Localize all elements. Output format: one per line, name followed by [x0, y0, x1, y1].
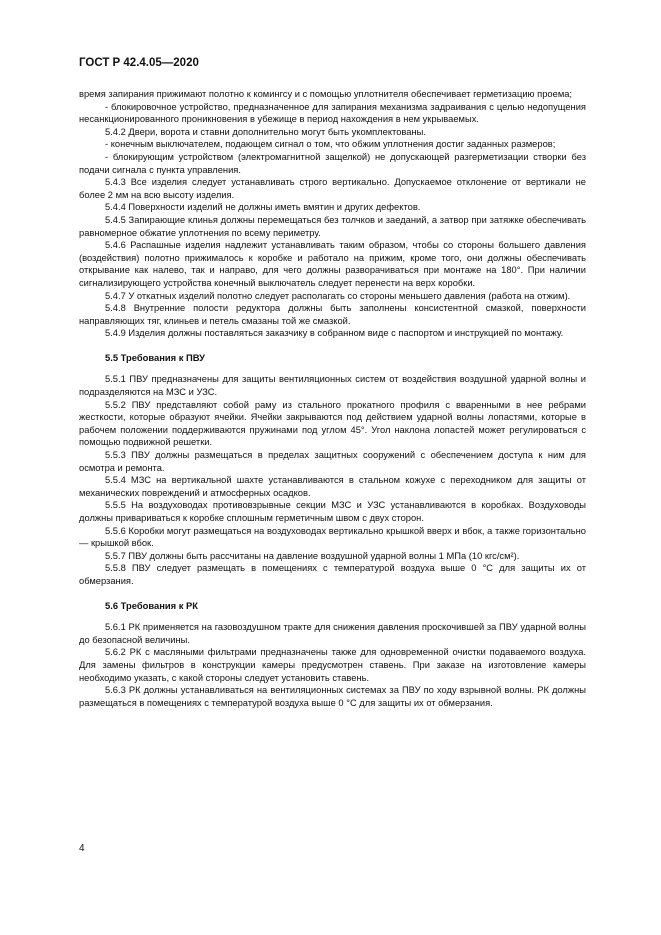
section-heading: 5.6 Требования к РК: [105, 599, 198, 611]
paragraph: 5.6.2 РК с масляными фильтрами предназначены также для одновременной очистки подаваемого воздуха. Для замены фильтров в конструкции камеры предусмотрен ставень. При заказе на изготовление камеры необходимо указать, с какой стороны следует установить ставень.: [79, 647, 586, 683]
paragraph: 5.5.1 ПВУ предназначены для защиты вентиляционных систем от воздействия воздушной ударной волны и подразделяются на МЗС и УЗС.: [79, 374, 586, 398]
paragraph: время запирания прижимают полотно к комингсу и с помощью уплотнителя обеспечивает герметизацию проема;: [79, 89, 573, 99]
paragraph: 5.4.9 Изделия должны поставляться заказчику в собранном виде с паспортом и инструкцией по монтажу.: [105, 328, 564, 339]
paragraph: 5.6.3 РК должны устанавливаться на вентиляционных системах за ПВУ по ходу взрывной волны. РК должны размещаться в помещениях с температурой воздуха выше 0 °С для защиты их от обмерзания.: [79, 685, 586, 708]
paragraph: 5.4.3 Все изделия следует устанавливать строго вертикально. Допускаемое отклонение от вертикали не более 2 мм на всю высоту изделия.: [79, 177, 586, 200]
document-body: [79, 88, 586, 709]
paragraph: 5.4.8 Внутренние полости редуктора должны быть заполнены консистентной смазкой, поверхности направляющих тяг, клиньев и петель смазаны той же смазкой.: [79, 303, 586, 326]
paragraph: 5.4.2 Двери, ворота и ставни дополнительно могут быть укомплектованы.: [105, 126, 426, 137]
paragraph: 5.4.4 Поверхности изделий не должны иметь вмятин и других дефектов.: [105, 202, 421, 213]
paragraph: 5.5.3 ПВУ должны размещаться в пределах защитных сооружений с обеспечением доступа к ним для осмотра и ремонта.: [79, 450, 586, 473]
paragraph: 5.4.6 Распашные изделия надлежит устанавливать таким образом, чтобы со стороны большего давления (воздействия) полотно прижималось к коробке и работало на прижим, кроме того, они должны обеспечивать открывание как налево, так и направо, для чего должны разворачиваться при монтаже на 180°. При наличии сигнализирующего устройства конечный выключатель следует перенести на верх коробки.: [79, 240, 586, 288]
section-heading: 5.5 Требования к ПВУ: [105, 351, 205, 363]
paragraph: - блокирующим устройством (электромагнитной защелкой) не допускающей разгерметизации створки без подачи сигнала с пункта управления.: [79, 151, 586, 175]
paragraph: 5.5.8 ПВУ следует размещать в помещениях с температурой воздуха выше 0 °С для защиты их от обмерзания.: [79, 563, 586, 586]
paragraph: - конечным выключателем, подающем сигнал о том, что обжим уплотнения достиг заданных размеров;: [105, 139, 556, 150]
paragraph: 5.6.1 РК применяется на газовоздушном тракте для снижения давления проскочившей за ПВУ ударной волны до безопасной величины.: [79, 622, 586, 645]
document-header: ГОСТ Р 42.4.05—2020: [79, 57, 199, 69]
paragraph: 5.5.6 Коробки могут размещаться на воздуховодах вертикально крышкой вверх и вбок, а также горизонтально — крышкой вбок.: [79, 525, 586, 549]
paragraph: 5.4.7 У откатных изделий полотно следует располагать со стороны меньшего давления (работа на отжим).: [105, 290, 571, 301]
page-number: 4: [79, 843, 85, 854]
paragraph: 5.5.2 ПВУ представляют собой раму из стального прокатного профиля с вваренными в нее ребрами жесткости, которые образуют ячейки. Ячейки закрываются под действием ударной волны лопастями, которые в рабочем положении поддерживаются пружинами под углом 45°. Угол наклона лопастей может регулироваться с помощью подвижной решетки.: [79, 399, 586, 448]
paragraph: 5.5.7 ПВУ должны быть рассчитаны на давление воздушной ударной волны 1 МПа (10 кгс/см²).: [105, 550, 520, 561]
paragraph: 5.4.5 Запирающие клинья должны перемещаться без толчков и заеданий, а затвор при затяжке обеспечивать равномерное обжатие уплотнения по всему периметру.: [79, 214, 586, 238]
paragraph: 5.5.5 На воздуховодах противовзрывные секции МЗС и УЗС устанавливаются в коробках. Воздуховоды должны привариваться к коробке сплошным герметичным швом с двух сторон.: [79, 500, 586, 523]
paragraph: - блокировочное устройство, предназначенное для запирания механизма задраивания с целью недопущения несанкционированного проникновения в убежище в период нахождения в нем укрываемых.: [79, 101, 586, 125]
paragraph: 5.5.4 МЗС на вертикальной шахте устанавливаются в стальном кожухе с переходником для защиты от механических повреждений и атмосферных осадков.: [79, 475, 586, 498]
